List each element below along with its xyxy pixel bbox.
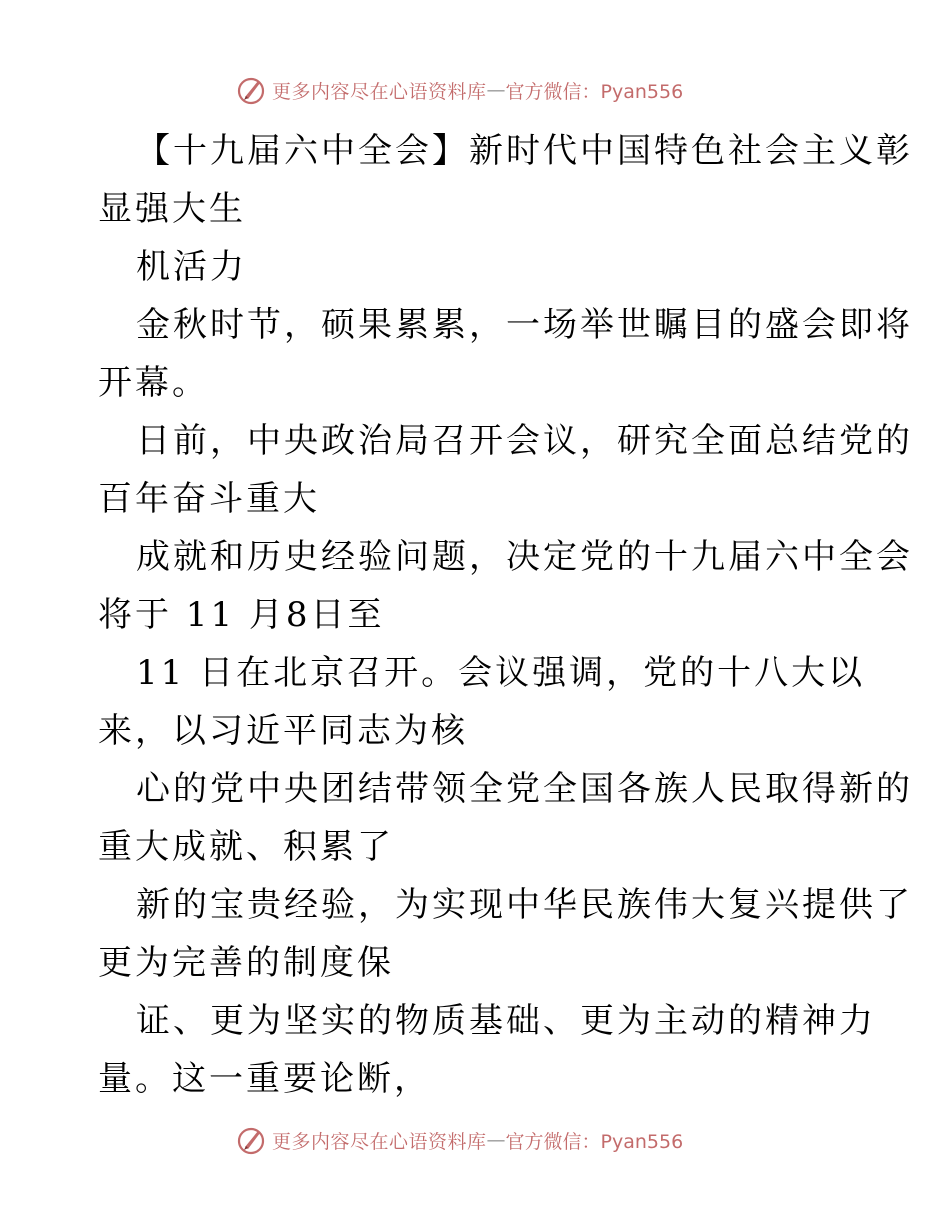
text-line: 更为完善的制度保 bbox=[98, 943, 394, 983]
text-line: 成就和历史经验问题，决定党的十九届六中全会 bbox=[136, 537, 913, 577]
text-line: 百年奋斗重大 bbox=[98, 479, 320, 519]
text-line: 证、更为坚实的物质基础、更为主动的精神力 bbox=[136, 1001, 876, 1041]
banner-contact: 官方微信：Pyan556 bbox=[505, 1130, 684, 1153]
text-line: 量。这一重要论断， bbox=[98, 1059, 431, 1099]
banner-contact: 官方微信：Pyan556 bbox=[505, 80, 684, 103]
text-line: 【十九届六中全会】新时代中国特色社会主义彰 bbox=[136, 131, 913, 171]
header-banner bbox=[236, 73, 683, 107]
text-line: 将于 11 月8日至 bbox=[98, 595, 385, 635]
text-line: 金秋时节，硕果累累，一场举世瞩目的盛会即将 bbox=[136, 305, 913, 345]
text-line: 开幕。 bbox=[98, 363, 209, 403]
text-line: 机活力 bbox=[136, 247, 247, 287]
document-body bbox=[98, 122, 913, 1108]
text-line: 11 日在北京召开。会议强调，党的十八大以 bbox=[136, 653, 866, 693]
banner-text: 更多内容尽在心语资料库 bbox=[272, 1130, 487, 1153]
quill-logo-icon bbox=[236, 75, 266, 105]
text-line: 重大成就、积累了 bbox=[98, 827, 394, 867]
text-line: 心的党中央团结带领全党全国各族人民取得新的 bbox=[136, 769, 913, 809]
quill-logo-icon bbox=[236, 1125, 266, 1155]
banner-dash: — bbox=[486, 1129, 506, 1151]
footer-banner bbox=[236, 1123, 683, 1157]
text-line: 日前，中央政治局召开会议，研究全面总结党的 bbox=[136, 421, 913, 461]
banner-dash: — bbox=[486, 79, 506, 101]
text-line: 显强大生 bbox=[98, 189, 246, 229]
text-line: 新的宝贵经验，为实现中华民族伟大复兴提供了 bbox=[136, 885, 913, 925]
banner-text: 更多内容尽在心语资料库 bbox=[272, 80, 487, 103]
text-line: 来，以习近平同志为核 bbox=[98, 711, 468, 751]
